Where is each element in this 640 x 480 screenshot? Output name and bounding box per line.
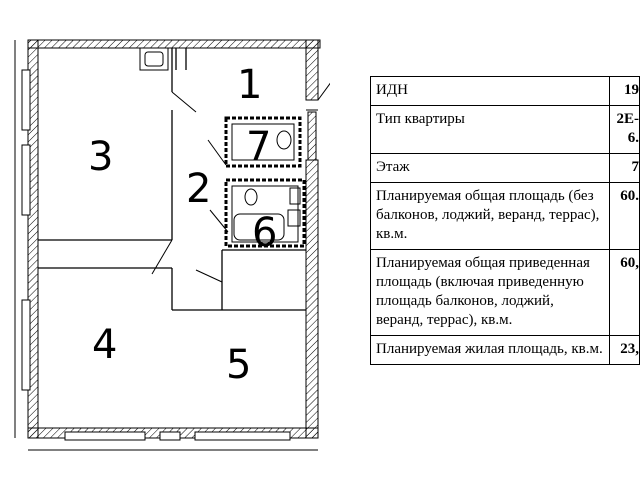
table-row	[371, 106, 640, 154]
row-label-reduced-area: Планируемая общая приведенная площадь (включая приведенную площадь балконов, лоджий, веранд, террас), кв.м.	[371, 250, 610, 336]
row-label-floor: Этаж	[371, 154, 610, 183]
room-number-4: 4	[92, 322, 118, 368]
row-value-apartment-type: 2Е- 6.	[610, 106, 640, 154]
room-number-6: 6	[252, 210, 278, 256]
row-label-total-area: Планируемая общая площадь (без балконов, лоджий, веранд, террас), кв.м.	[371, 183, 610, 250]
room-number-7: 7	[246, 124, 272, 170]
table-row	[371, 77, 640, 106]
bottom-windows	[28, 432, 318, 450]
table-row	[371, 154, 640, 183]
room-number-2: 2	[186, 166, 212, 212]
table-row	[371, 336, 640, 365]
row-value-idn: 19	[610, 77, 640, 106]
room-number-1: 1	[237, 62, 263, 108]
row-label-idn: ИДН	[371, 77, 610, 106]
row-value-floor: 7	[610, 154, 640, 183]
row-label-apartment-type: Тип квартиры	[371, 106, 610, 154]
row-value-living-area: 23,	[610, 336, 640, 365]
room-number-3: 3	[88, 134, 114, 180]
row-value-reduced-area: 60,	[610, 250, 640, 336]
table-row	[371, 183, 640, 250]
kitchen-sink	[140, 48, 168, 70]
row-label-living-area: Планируемая жилая площадь, кв.м.	[371, 336, 610, 365]
room-number-5: 5	[226, 342, 252, 388]
row-value-total-area: 60.	[610, 183, 640, 250]
apartment-spec-table	[370, 76, 640, 365]
table-row	[371, 250, 640, 336]
